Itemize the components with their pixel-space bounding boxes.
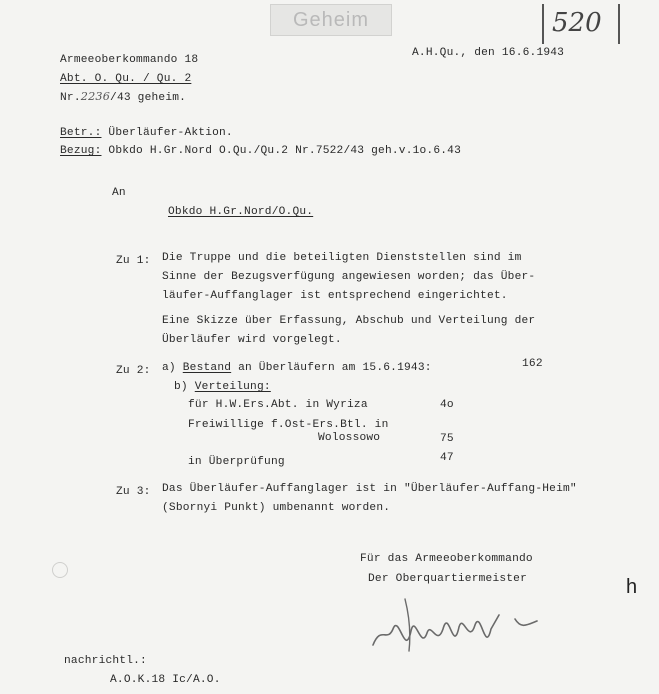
- reference-line: [60, 144, 461, 158]
- zu1-label: Zu 1:: [116, 255, 151, 267]
- zu2-a-word: Bestand: [182, 362, 232, 374]
- ref-prefix: Nr.: [60, 92, 81, 104]
- ref-handwritten-number: 2236: [80, 90, 111, 103]
- place-date: A.H.Qu., den 16.6.1943: [412, 47, 565, 59]
- zu2-label: Zu 2:: [116, 365, 151, 377]
- zu2-a-line: [162, 361, 432, 375]
- dist-label-3: in Überprüfung: [188, 456, 285, 468]
- bezug-text: Obkdo H.Gr.Nord O.Qu./Qu.2 Nr.7522/43 geh.v.1o.6.43: [108, 145, 461, 157]
- subject-line: [60, 126, 233, 140]
- folio-bar-right: [618, 4, 620, 44]
- zu2-a-value: 162: [522, 358, 543, 370]
- secret-stamp: Geheim: [270, 4, 392, 36]
- zu2-b-label: Verteilung:: [194, 381, 271, 393]
- closing-line-1: Für das Armeeoberkommando: [360, 553, 533, 565]
- zu2-b-prefix: b): [174, 381, 188, 393]
- zu3-line-2: (Sbornyi Punkt) umbenannt worden.: [162, 502, 391, 514]
- punch-hole-icon: [52, 562, 68, 578]
- ref-suffix: /43 geheim.: [110, 92, 187, 104]
- closing-line-2: Der Oberquartiermeister: [368, 573, 528, 585]
- reference-number: [60, 90, 186, 105]
- dist-label-1: für H.W.Ers.Abt. in Wyriza: [188, 399, 368, 411]
- folio-number: [542, 6, 622, 40]
- footer-label: nachrichtl.:: [64, 655, 147, 667]
- handwritten-signature: [365, 585, 555, 665]
- zu2-a-prefix: a): [162, 362, 176, 374]
- zu1-line-2: Sinne der Bezugsverfügung angewiesen worden; das Über-: [162, 271, 536, 283]
- an-label: An: [112, 187, 126, 199]
- zu2-a-rest: an Überläufern am 15.6.1943:: [231, 362, 432, 374]
- department: Abt. O. Qu. / Qu. 2: [60, 73, 192, 85]
- betr-text: Überläufer-Aktion.: [108, 127, 233, 139]
- zu1-para2-line-2: Überläufer wird vorgelegt.: [162, 334, 342, 346]
- zu2-b-line: [174, 380, 271, 394]
- sender: Armeeoberkommando 18: [60, 54, 199, 66]
- dist-value-3: 47: [440, 452, 454, 464]
- folio-bar-left: [542, 4, 544, 44]
- zu1-line-1: Die Truppe und die beteiligten Dienststellen sind im: [162, 252, 522, 264]
- dist-label-2: Freiwillige f.Ost-Ers.Btl. in: [188, 419, 389, 431]
- footer-recipient: A.O.K.18 Ic/A.O.: [110, 674, 221, 686]
- folio-text: 520: [552, 8, 602, 38]
- bezug-label: Bezug:: [60, 145, 102, 157]
- zu1-line-3: läufer-Auffanglager ist entsprechend eingerichtet.: [162, 290, 508, 302]
- recipient-name: Obkdo H.Gr.Nord/O.Qu.: [168, 206, 314, 218]
- dist-value-1: 4o: [440, 399, 454, 411]
- betr-label: Betr.:: [60, 127, 102, 139]
- margin-mark: h: [626, 576, 638, 598]
- zu1-para2-line-1: Eine Skizze über Erfassung, Abschub und Verteilung der: [162, 315, 536, 327]
- zu3-label: Zu 3:: [116, 486, 151, 498]
- zu3-line-1: Das Überläufer-Auffanglager ist in "Überläufer-Auffang-Heim": [162, 483, 577, 495]
- dist-value-2: 75: [440, 433, 454, 445]
- dist-label-2b: Wolossowo: [318, 432, 381, 444]
